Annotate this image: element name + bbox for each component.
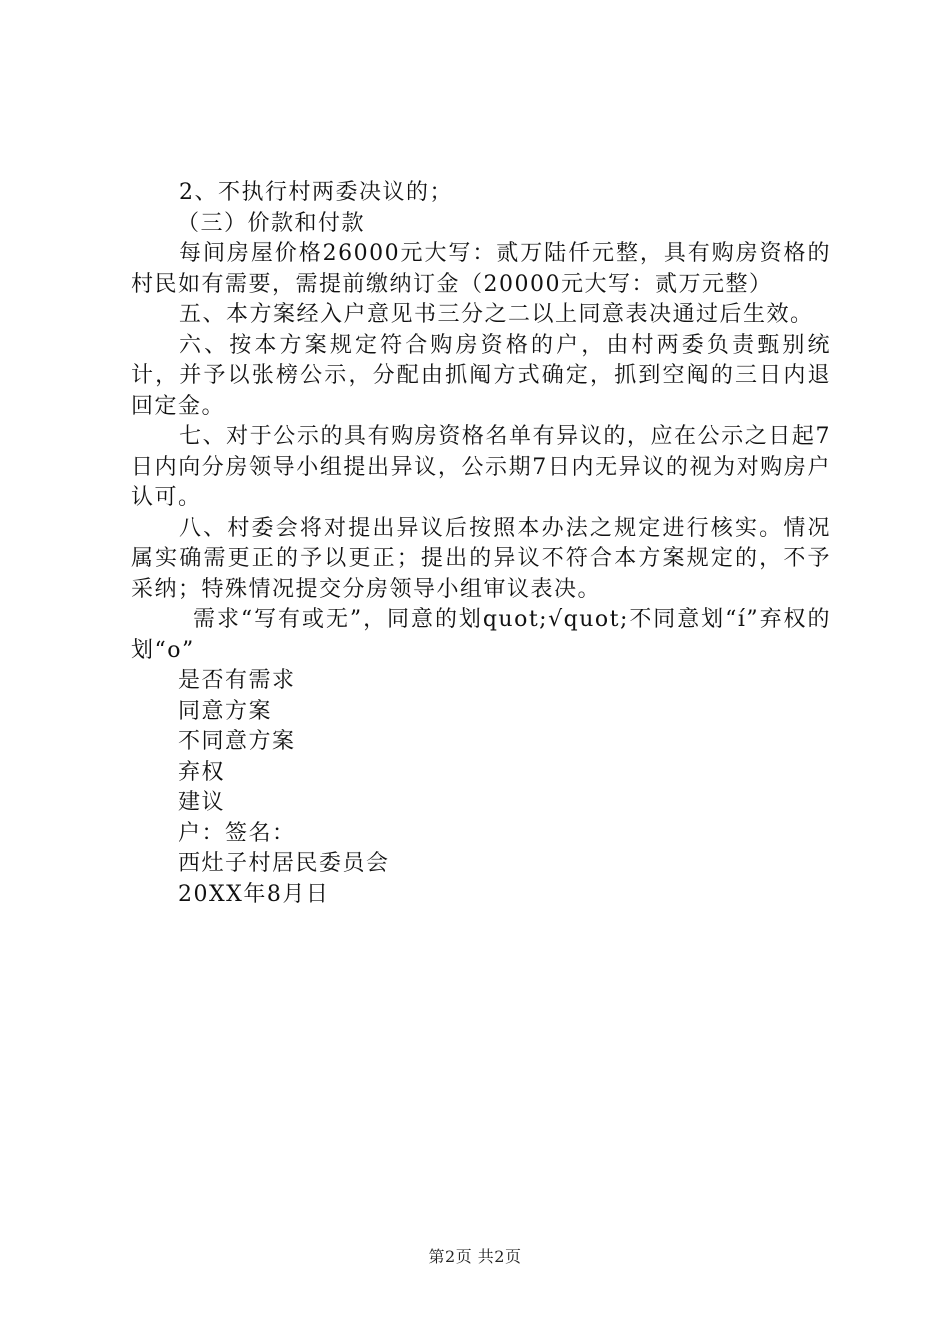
section-3-heading: （三）价款和付款 xyxy=(177,210,366,236)
article-5-paragraph: 五、本方案经入户意见书三分之二以上同意表决通过后生效。 xyxy=(179,302,814,327)
issue-date: 20XX年8月日 xyxy=(178,881,330,907)
form-line-disagree: 不同意方案 xyxy=(178,729,296,754)
clause-2-text: 2、不执行村两委决议的； xyxy=(179,180,453,205)
article-6-paragraph: 六、按本方案规定符合购房资格的户，由村两委负责甄别统计，并予以张榜公示，分配由抓阄方式确定，抓到空阄的三日内退回定金。 xyxy=(131,332,831,419)
form-line-signature: 户：签名： xyxy=(178,820,296,846)
document-body xyxy=(131,178,831,910)
article-7-paragraph: 七、对于公示的具有购房资格名单有异议的，应在公示之日起7日内向分房领导小组提出异议，公示期7日内无异议的视为对购房户认可。 xyxy=(131,424,831,510)
issuer-name: 西灶子村居民委员会 xyxy=(178,851,390,876)
marking-instructions: 需求“写有或无”，同意的划quot;√quot;不同意划“í”弃权的划“o” xyxy=(131,607,831,663)
article-8-paragraph: 八、村委会将对提出异议后按照本办法之规定进行核实。情况属实确需更正的予以更正；提出的异议不符合本方案规定的，不予采纳；特殊情况提交分房领导小组审议表决。 xyxy=(131,515,831,602)
price-paragraph: 每间房屋价格26000元大写：贰万陆仟元整，具有购房资格的村民如有需要，需提前缴纳订金（20000元大写：贰万元整） xyxy=(131,241,831,297)
page-indicator: 第2页 共2页 xyxy=(428,1247,522,1266)
form-line-need: 是否有需求 xyxy=(178,668,296,693)
form-line-suggestion: 建议 xyxy=(178,790,226,815)
form-line-abstain: 弃权 xyxy=(178,759,226,785)
form-line-agree: 同意方案 xyxy=(178,698,273,724)
